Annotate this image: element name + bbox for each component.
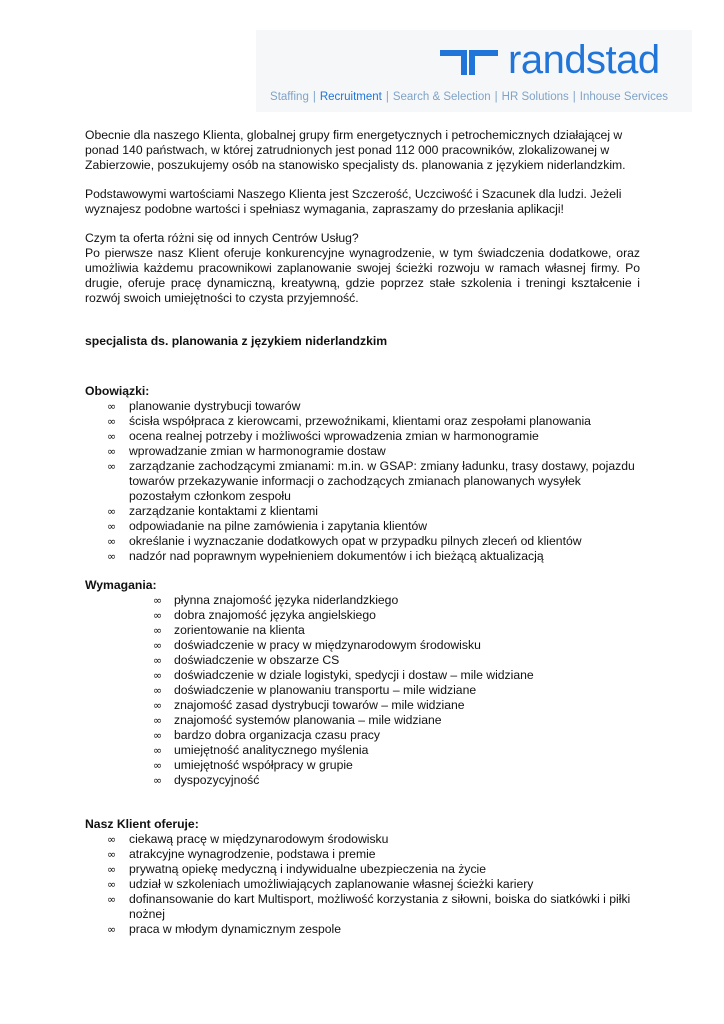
list-item: ∞ ciekawą pracę w międzynarodowym środowisku	[107, 832, 389, 846]
bullet-icon: ∞	[153, 744, 163, 757]
list-item: ∞ ścisła współpraca z kierowcami, przewoźnikami, klientami oraz zespołami planowania	[107, 414, 591, 428]
list-item: ∞ dobra znajomość języka angielskiego	[153, 608, 376, 622]
list-item: ∞ wprowadzanie zmian w harmonogramie dostaw	[107, 444, 386, 458]
list-item: ∞ odpowiadanie na pilne zamówienia i zapytania klientów	[107, 519, 428, 533]
offer-list	[85, 832, 640, 937]
list-item: ∞ płynna znajomość języka niderlandzkiego	[153, 593, 399, 607]
duties-list	[85, 399, 640, 564]
list-item: ∞ określanie i wyznaczanie dodatkowych opat w przypadku pilnych zleceń od klientów	[107, 534, 582, 548]
intro-paragraph-1: Obecnie dla naszego Klienta, globalnej grupy firm energetycznych i petrochemicznych działającej w ponad 140 państwach, w której zatrudnionych jest ponad 112 000 pracowników, zlokalizowanej w Zabierzowie, poszukujemy osób na stanowisko specjalisty ds. planowania z językiem niderlandzkim.	[85, 128, 626, 172]
bullet-icon: ∞	[107, 863, 117, 876]
bullet-icon: ∞	[153, 699, 163, 712]
intro-question: Czym ta oferta różni się od innych Centrów Usług?	[85, 231, 359, 245]
list-item: ∞ nadzór nad poprawnym wypełnieniem dokumentów i ich bieżącą aktualizacją	[107, 549, 544, 563]
bullet-icon: ∞	[107, 415, 117, 428]
bullet-icon: ∞	[107, 535, 117, 548]
tagline-hr-solutions: HR Solutions	[501, 91, 569, 103]
bullet-icon: ∞	[107, 430, 117, 443]
bullet-icon: ∞	[153, 669, 163, 682]
bullet-icon: ∞	[107, 520, 117, 533]
list-item: ∞ zarządzanie kontaktami z klientami	[107, 504, 318, 518]
intro-paragraph-3: Po pierwsze nasz Klient oferuje konkurencyjne wynagrodzenie, w tym świadczenia dodatkowe, oraz umożliwia każdemu pracownikowi zaplanowanie swojej ścieżki rozwoju w ramach własnej firmy. Po drugie, oferuje pracę dynamiczną, kreatywną, gdzie poprzez stałe szkolenia i treningi kształcenie i rozwój swoich umiejętności to czysta przyjemność.	[85, 246, 640, 305]
bullet-icon: ∞	[107, 400, 117, 413]
list-item: ∞ doświadczenie w dziale logistyki, spedycji i dostaw – mile widziane	[153, 668, 534, 682]
bullet-icon: ∞	[153, 639, 163, 652]
requirements-heading: Wymagania:	[85, 578, 157, 592]
requirements-list	[85, 593, 640, 788]
list-item: ∞ praca w młodym dynamicznym zespole	[107, 922, 342, 936]
list-item: ∞ doświadczenie w pracy w międzynarodowym środowisku	[153, 638, 481, 652]
bullet-icon: ∞	[107, 848, 117, 861]
offer-heading: Nasz Klient oferuje:	[85, 817, 199, 831]
bullet-icon: ∞	[107, 550, 117, 563]
list-item: ∞ planowanie dystrybucji towarów	[107, 399, 301, 413]
list-item: ∞ dofinansowanie do kart Multisport, możliwość korzystania z siłowni, boiska do siatkówki i piłki nożnej	[107, 892, 631, 921]
job-title: specjalista ds. planowania z językiem niderlandzkim	[85, 334, 388, 348]
bullet-icon: ∞	[153, 759, 163, 772]
bullet-icon: ∞	[153, 609, 163, 622]
tagline-inhouse-services: Inhouse Services	[579, 91, 668, 103]
bullet-icon: ∞	[107, 445, 117, 458]
intro-paragraph-2: Podstawowymi wartościami Naszego Klienta jest Szczerość, Uczciwość i Szacunek dla ludzi. Jeżeli wyznajesz podobne wartości i spełniasz wymagania, zapraszamy do przesłania aplikacji!	[85, 187, 622, 216]
bullet-icon: ∞	[107, 833, 117, 846]
bullet-icon: ∞	[107, 923, 117, 936]
bullet-icon: ∞	[153, 624, 163, 637]
list-item: ∞ udział w szkoleniach umożliwiających zaplanowanie własnej ścieżki kariery	[107, 877, 534, 891]
tagline-staffing: Staffing	[270, 91, 309, 103]
list-item: ∞ zorientowanie na klienta	[153, 623, 305, 637]
list-item: ∞ prywatną opiekę medyczną i indywidualne ubezpieczenia na życie	[107, 862, 487, 876]
bullet-icon: ∞	[153, 684, 163, 697]
list-item: ∞ umiejętność analitycznego myślenia	[153, 743, 369, 757]
list-item: ∞ doświadczenie w obszarze CS	[153, 653, 340, 667]
list-item: ∞ zarządzanie zachodzącymi zmianami: m.in. w GSAP: zmiany ładunku, trasy dostawy, pojazdu towarów przekazywanie informacji o zachodzących zmianach planowanych wysyłek pozostałym członkom zespołu	[107, 459, 635, 503]
randstad-logo	[438, 38, 660, 84]
list-item: ∞ ocena realnej potrzeby i możliwości wprowadzenia zmian w harmonogramie	[107, 429, 539, 443]
list-item: ∞ umiejętność współpracy w grupie	[153, 758, 353, 772]
bullet-icon: ∞	[107, 893, 117, 906]
randstad-logo-icon	[438, 49, 500, 79]
list-item: ∞ znajomość zasad dystrybucji towarów – mile widziane	[153, 698, 465, 712]
list-item: ∞ doświadczenie w planowaniu transportu – mile widziane	[153, 683, 477, 697]
bullet-icon: ∞	[153, 714, 163, 727]
document-body	[85, 128, 640, 937]
list-item: ∞ bardzo dobra organizacja czasu pracy	[153, 728, 380, 742]
bullet-icon: ∞	[107, 878, 117, 891]
bullet-icon: ∞	[107, 460, 117, 473]
tagline: Staffing | Recruitment | Search & Selection | HR Solutions | Inhouse Services	[270, 91, 668, 103]
list-item: ∞ dyspozycyjność	[153, 773, 260, 787]
bullet-icon: ∞	[153, 594, 163, 607]
bullet-icon: ∞	[153, 774, 163, 787]
bullet-icon: ∞	[153, 729, 163, 742]
list-item: ∞ atrakcyjne wynagrodzenie, podstawa i premie	[107, 847, 376, 861]
bullet-icon: ∞	[153, 654, 163, 667]
list-item: ∞ znajomość systemów planowania – mile widziane	[153, 713, 442, 727]
bullet-icon: ∞	[107, 505, 117, 518]
tagline-recruitment: Recruitment	[319, 91, 382, 103]
tagline-search-selection: Search & Selection	[392, 91, 491, 103]
brand-name: randstad	[508, 38, 660, 82]
duties-heading: Obowiązki:	[85, 384, 150, 398]
